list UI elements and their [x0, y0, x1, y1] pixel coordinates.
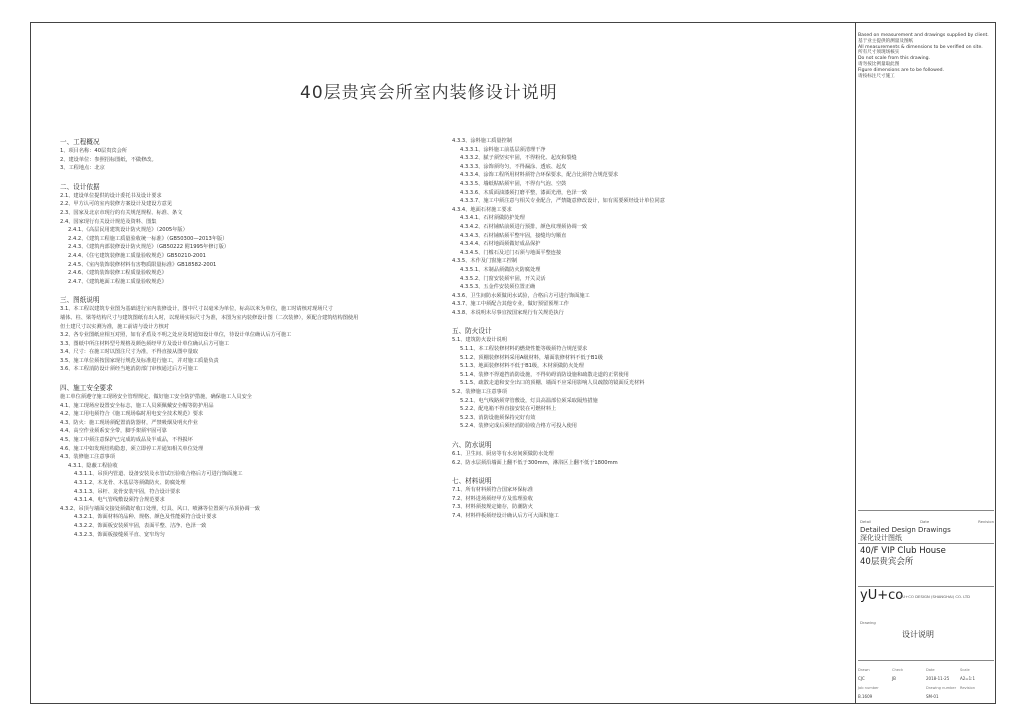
left-text-line: 2.4、国家现行有关设计规范及资料、图集 [60, 218, 157, 225]
right-text-line: 5.2、装修施工注意事项 [452, 389, 507, 396]
left-text-line: 4.3.1、隐蔽工程验收 [68, 462, 118, 469]
left-text-line: 2.4.7、《建筑地面工程施工质量验收规范》 [68, 278, 167, 285]
left-text-line: 4.4、高空作业须系安全带，脚手架须牢固可靠 [60, 428, 167, 435]
right-text-line: 5.2.2、配电箱不得直接安装在可燃材料上 [460, 406, 557, 413]
right-text-line: 7.3、材料须按规定储存，防潮防火 [452, 504, 533, 511]
right-text-line: 4.3.5.3、五金件安装须位置正确 [460, 284, 536, 291]
title-block-note: Based on measurement and drawings supplied by client. [858, 33, 989, 38]
right-text-line: 5.1.1、本工程装修材料的燃烧性能等级须符合规范要求 [460, 346, 588, 353]
right-text-line: 4.3.4.5、门槛石及过门石须与地面平整连接 [460, 249, 562, 256]
label-drawn: Drawn [858, 668, 870, 672]
left-text-line: 3、工程地点：北京 [60, 165, 105, 172]
left-text-line: 4.3.2.1、饰面材料的品种、规格、颜色及性能须符合设计要求 [74, 514, 217, 521]
value-scale: A2=1:1 [960, 676, 976, 681]
left-text-line: 1、项目名称：40层贵宾会所 [60, 148, 127, 154]
title-block-divider [858, 510, 994, 511]
left-text-line: 4.3.1.4、电气管线敷设须符合规范要求 [74, 497, 165, 504]
grid-label-row [858, 663, 994, 672]
document-title: 40层贵宾会所室内装修设计说明 [300, 83, 558, 103]
right-text-line: 4.3.8、本说明未尽事宜按国家现行有关规范执行 [452, 309, 564, 316]
title-block-divider [858, 543, 994, 544]
company-name: YU+CO DESIGN (SHANGHAI) CO. LTD [900, 594, 971, 599]
right-text-column [452, 137, 842, 521]
right-text-line: 4.3.6、卫生间防水须做闭水试验，合格后方可进行饰面施工 [452, 292, 590, 299]
left-text-line: 2.4.4、《住宅建筑装修施工质量验收规范》GB50210-2001 [68, 252, 206, 259]
drawing-title: 设计说明 [902, 630, 934, 639]
left-text-line: 墙体、柱、梁等结构尺寸与建筑图纸有出入时，以现场实际尺寸为准，本图为室内装修设计图（二次装修），须配合建筑结构图使用 [60, 314, 359, 321]
grid-value-row [858, 690, 994, 699]
left-text-line: 3.2、各专业图纸应相互对照，如有矛盾及不明之处应及时通知设计单位，待设计单位确认后方可施工 [60, 332, 292, 339]
label-check: Check [892, 668, 904, 672]
right-text-line: 5.1、建筑防火设计说明 [452, 337, 507, 344]
right-text-line: 5.1.2、顶棚装修材料采用A级材料，墙面装修材料不低于B1级 [460, 354, 603, 361]
project-name-cn: 40层贵宾会所 [860, 557, 914, 567]
left-text-line: 4.5、施工中须注意保护已完成的成品及半成品，不得损坏 [60, 437, 193, 444]
right-text-line: 6.2、防水层须沿墙面上翻不低于300mm，淋浴区上翻不低于1800mm [452, 459, 618, 466]
left-text-line: 但土建尺寸以实测为准，施工前请与设计方核对 [60, 323, 169, 330]
value-check: JB [892, 676, 896, 681]
left-text-line: 4.2、施工用电须符合《施工现场临时用电安全技术规范》要求 [60, 411, 204, 418]
label-date: Date [926, 668, 935, 672]
company-logo: yU+co [860, 588, 904, 603]
left-text-line: 4.3.2.2、饰面板安装须牢固，表面平整、洁净、色泽一致 [74, 522, 207, 529]
left-text-line: 4.3.2、吊顶与墙面交接处须做好收口处理，灯具、风口、喷淋等位置须与吊顶协调一致 [60, 505, 260, 512]
company-logo-area [858, 590, 994, 622]
left-text-line: 4.1、施工现场应设置安全标志，施工人员须佩戴安全帽等防护用品 [60, 402, 214, 409]
stage-label-detail: Detail [860, 519, 872, 524]
title-block-note: Figure dimensions are to be followed. [858, 67, 945, 73]
right-text-line: 5.2.1、电气线路须穿管敷设，灯具高温部位须采取隔热措施 [460, 397, 598, 404]
left-text-line: 2.4.3、《建筑内部装修设计防火规范》（GB50222 附1995年修订版） [68, 244, 230, 251]
label-scale: Scale [960, 668, 970, 672]
stage-cn: 深化设计图纸 [860, 534, 902, 542]
project-name-en: 40/F VIP Club House [860, 546, 946, 556]
value-job-number: B.1609 [858, 694, 873, 699]
right-text-line: 4.3.4、地面石材施工要求 [452, 206, 512, 213]
left-text-line: 2.4.2、《建筑工程施工质量验收统一标准》（GB50300—2013年版） [68, 235, 228, 242]
drawing-label: Drawing [860, 620, 876, 625]
left-text-line: 3.1、本工程以建筑专业图为基础进行室内装修设计，图中尺寸以毫米为单位，标高以米为单位，施工时请核对现场尺寸 [60, 306, 333, 313]
label-drawing-number: Drawing number [926, 686, 957, 690]
right-text-line: 7.4、材料样板须经设计确认后方可大面积施工 [452, 512, 559, 519]
drawing-stage [860, 526, 951, 542]
left-section-heading: 一、工程概况 [60, 138, 100, 146]
right-text-line: 4.3.3.2、腻子须坚实牢固，不得粉化、起皮和裂缝 [460, 155, 577, 162]
label-revision: Revision [960, 686, 976, 690]
left-text-line: 3.4、尺寸：在施工时以图注尺寸为准，不得直接从图中量取 [60, 349, 198, 356]
value-drawing-number: SM-01 [926, 694, 939, 699]
left-text-line: 3.5、施工单位须按国家现行规范及标准进行施工，并对施工质量负责 [60, 357, 219, 364]
right-text-line: 4.3.4.3、石材铺贴须平整牢固，接缝均匀顺直 [460, 232, 567, 239]
right-text-line: 4.3.3.5、墙纸粘贴须牢固，不得有气泡、空鼓 [460, 180, 567, 187]
stage-label-revision: Revision [978, 519, 994, 524]
right-text-line: 5.1.5、疏散走道和安全出口的顶棚、墙面不应采用影响人员疏散的镜面反光材料 [460, 380, 645, 387]
left-text-line: 4.3.2.3、饰面板接缝须平直、宽窄均匀 [74, 531, 165, 538]
left-text-line: 4.3.1.1、吊顶内管道、设备安装及水管试压验收合格后方可进行饰面施工 [74, 471, 243, 478]
left-text-line: 2.4.1、《高层民用建筑设计防火规范》（2005年版） [68, 227, 188, 234]
right-text-line: 5.2.3、消防设施须保持完好有效 [460, 414, 536, 421]
right-text-line: 4.3.5.2、门窗安装须牢固，开关灵活 [460, 275, 546, 282]
right-section-heading: 七、材料说明 [452, 477, 492, 486]
left-text-line: 2.4.6、《建筑装饰装修工程质量验收规范》 [68, 270, 167, 277]
right-section-heading: 五、防火设计 [452, 327, 492, 336]
stage-labels [860, 519, 994, 524]
right-text-line: 4.3.4.4、石材地面须做好成品保护 [460, 241, 541, 248]
title-block-note: All measurements & dimensions to be verified on site. [858, 44, 983, 50]
left-text-line: 2、建设单位：参照招标图纸，不做修改。 [60, 156, 157, 163]
left-text-column [60, 137, 435, 539]
right-text-line: 4.3.4.1、石材须做防护处理 [460, 215, 525, 222]
title-block-notes [858, 33, 992, 79]
right-text-line: 7.1、所有材料须符合国家环保标准 [452, 487, 533, 494]
left-text-line: 3.6、本工程消防设计须经当地消防部门审核通过后方可施工 [60, 366, 198, 373]
right-text-line: 4.3.3.1、涂料施工前基层须清理干净 [460, 146, 546, 153]
left-text-line: 4.3、防火：施工现场须配置消防器材，严禁吸烟及明火作业 [60, 419, 198, 426]
right-text-line: 4.3.3.4、涂饰工程所用材料须符合环保要求，配合比须符合规范要求 [460, 172, 619, 179]
title-block-note: 所有尺寸须现场核实 [858, 50, 900, 56]
grid-label-row [858, 681, 994, 690]
right-text-line: 4.3.5.1、木制品须做防火防腐处理 [460, 266, 541, 273]
value-drawn: CJC [858, 676, 865, 681]
left-text-line: 4.3.1.3、吊杆、龙骨安装牢固，符合设计要求 [74, 488, 181, 495]
left-text-line: 施工单位须遵守施工现场安全管理规定，做好施工安全防护措施，确保施工人员安全 [60, 394, 252, 401]
left-text-line: 2.2、甲方认可的室内装修方案设计及建设方意见 [60, 201, 173, 208]
right-section-heading: 六、防水说明 [452, 441, 492, 449]
right-text-line: 4.3.3.6、木质面油漆须打磨平整，漆面光滑，色泽一致 [460, 189, 588, 196]
right-text-line: 6.1、卫生间、厨房等有水房间须做防水处理 [452, 451, 554, 457]
right-text-line: 4.3.3.7、施工中须注意与相关专业配合，严禁随意修改设计，如有需要须经设计单位同意 [460, 198, 665, 205]
left-text-line: 3.3、图纸中所注材料型号规格及颜色须经甲方及设计单位确认后方可施工 [60, 340, 230, 347]
left-text-line: 2.1、建设单位提供的设计委托书及设计要求 [60, 192, 162, 199]
title-block-note: 请勿按比例量取此图 [858, 61, 900, 67]
left-text-line: 4.3.1.2、木龙骨、木基层等须做防火、防腐处理 [74, 480, 186, 486]
title-block-note: 基于业主提供的测量及图纸 [858, 38, 914, 44]
grid-value-row [858, 672, 994, 681]
right-text-line: 4.3.5、木作及门窗施工控制 [452, 258, 518, 265]
left-text-line: 2.3、国家及北京市现行的有关规范规程、标准、条文 [60, 209, 183, 216]
right-text-line: 5.1.4、装修不得遮挡消防设施，不得妨碍消防设施和疏散走道的正常使用 [460, 371, 629, 378]
right-text-line: 4.3.4.2、石材铺贴前须进行预排，颜色纹理须协调一致 [460, 223, 588, 230]
stage-label-date: Date [920, 519, 930, 524]
right-text-line: 4.3.3、涂料施工质量控制 [452, 138, 512, 144]
drawing-info-grid [858, 663, 994, 699]
label-job-number: Job number [858, 686, 879, 690]
right-text-line: 5.2.4、装修完成后须经消防验收合格方可投入使用 [460, 423, 577, 430]
title-block-note: Do not scale from this drawing. [858, 56, 931, 62]
project-name [860, 546, 946, 568]
value-date: 2018-11-25 [926, 676, 950, 681]
left-section-heading: 三、图纸说明 [60, 296, 100, 305]
right-text-line: 4.3.3.3、涂饰须均匀，不得漏涂、透底、起皮 [460, 163, 567, 170]
title-block-divider [858, 586, 994, 587]
right-text-line: 7.2、材料进场须经甲方及监理验收 [452, 495, 533, 502]
left-text-line: 2.4.5、《室内装饰装修材料有害物质限量标准》GB18582-2001 [68, 261, 217, 268]
title-block-note: 请按标注尺寸施工 [858, 73, 895, 79]
right-text-line: 4.3.7、施工中须配合其他专业，做好预留预埋工作 [452, 301, 569, 308]
left-text-line: 4.3、装修施工注意事项 [60, 454, 115, 461]
left-text-line: 4.6、施工中如发现结构隐患，须立即停工并通知相关单位处理 [60, 445, 204, 452]
stage-en: Detailed Design Drawings [860, 526, 951, 534]
left-section-heading: 四、施工安全要求 [60, 384, 113, 393]
right-text-line: 5.1.3、地面装修材料不低于B1级，木材须做防火处理 [460, 363, 584, 370]
title-block-divider [858, 660, 994, 661]
left-section-heading: 二、设计依据 [60, 182, 100, 191]
